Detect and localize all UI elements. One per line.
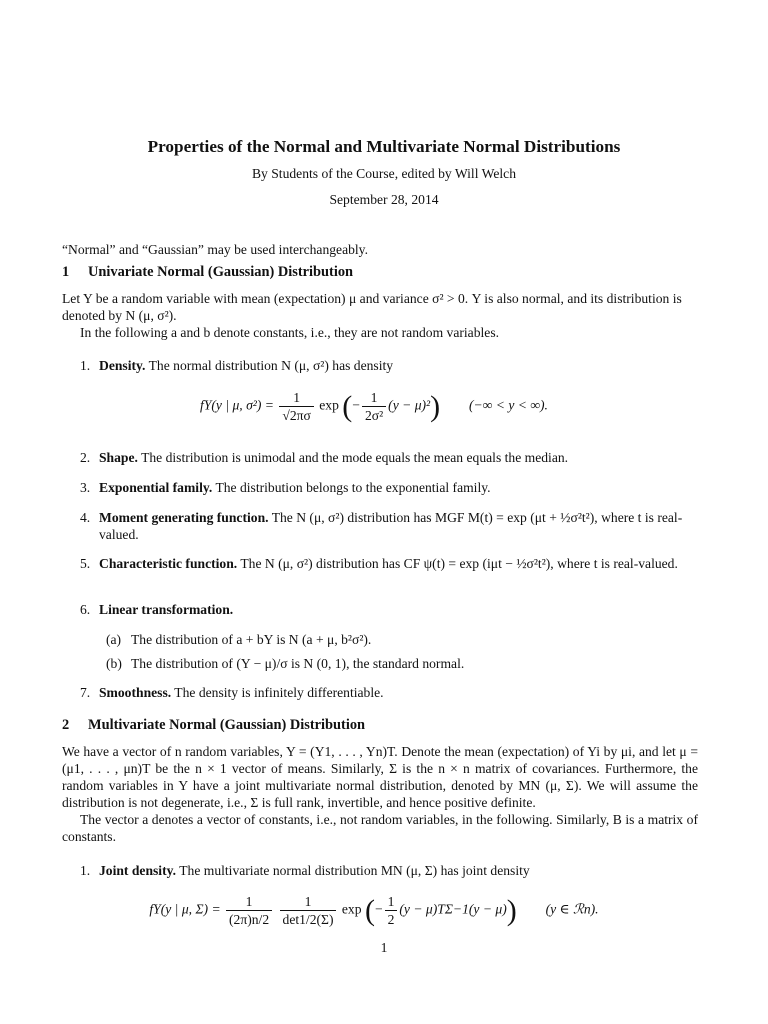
section-number: 2 — [62, 717, 70, 733]
item-heading: Linear transformation. — [99, 602, 234, 617]
section-title: Univariate Normal (Gaussian) Distribution — [88, 264, 354, 280]
section-1-heading — [62, 264, 353, 281]
sub-item-label: (a) — [106, 632, 122, 647]
list-item — [80, 862, 696, 879]
item-text: The normal distribution N (μ, σ²) has density — [148, 358, 394, 373]
sub-list-item — [106, 631, 686, 648]
eq-exp: exp — [319, 397, 339, 413]
item-number: 7. — [80, 685, 91, 700]
eq-range: (y ∈ ℛn). — [545, 901, 599, 917]
eq-fraction: $\frac{1}{√2\pi\sigma}$ — [279, 389, 313, 424]
item-heading: Smoothness. — [99, 685, 172, 700]
eq-fraction: $\frac{1}{\det 1/2(\Sigma)}$ — [280, 893, 337, 928]
eq-tail: (y − μ)TΣ−1(y − μ) — [399, 901, 507, 917]
section-title: Multivariate Normal (Gaussian) Distribution — [88, 717, 366, 733]
eq-exp: exp — [341, 901, 362, 917]
list-item — [80, 357, 696, 374]
intro-paragraph: “Normal” and “Gaussian” may be used interchangeably. — [62, 242, 368, 257]
section-1-paragraph-2: In the following a and b denote constants, i.e., they are not random variables. — [80, 325, 500, 340]
item-number: 1. — [80, 863, 91, 878]
section-2-heading — [62, 717, 365, 734]
joint-density-equation: fY(y | μ, Σ) = $\frac{1}{(2\pi)n/2}$ $\frac{1}{\det 1/2(\Sigma)}$ exp (− $\frac{1}{2}$ (y − μ)TΣ−1(y − μ)) (y ∈ ℛn). — [149, 894, 599, 927]
paper-date: September 28, 2014 — [329, 192, 439, 207]
item-heading: Exponential family. — [99, 480, 213, 495]
list-item — [80, 601, 696, 618]
eq-fraction: $\frac{1}{\text{2σ²}}$ — [362, 389, 386, 424]
item-number: 2. — [80, 450, 91, 465]
page-number: 1 — [380, 940, 388, 955]
list-item — [80, 479, 696, 496]
list-item — [80, 509, 696, 543]
eq-fraction: $\frac{1}{(2\pi)n/2}$ — [226, 893, 272, 928]
item-number: 4. — [80, 510, 91, 525]
item-text: The distribution belongs to the exponential family. — [215, 480, 491, 495]
eq-tail: (y − μ)² — [388, 397, 431, 413]
item-heading: Moment generating function. — [99, 510, 269, 525]
item-text: The multivariate normal distribution MN (μ, Σ) has joint density — [179, 863, 530, 878]
section-2-paragraph-1: We have a vector of n random variables, Y = (Y1, . . . , Yn)T. Denote the mean (expectation) of Yi by μi, and let μ = (μ1, . . . , μn)T be the n × 1 vector of means. Similarly, Σ is the n × n matrix of covariances. Furthermore, the random variables in Y have a joint multivariate normal distribution, denoted by MN (μ, Σ). We will assume the distribution is not degenerate, i.e., Σ is full rank, invertible, and hence positive definite. — [62, 744, 698, 810]
section-number: 1 — [62, 264, 70, 280]
item-text: The distribution is unimodal and the mode equals the mean equals the median. — [141, 450, 569, 465]
sub-item-text: The distribution of a + bY is N (a + μ, b²σ²). — [131, 632, 372, 647]
paper-title: Properties of the Normal and Multivariate Normal Distributions — [147, 137, 621, 156]
item-number: 5. — [80, 556, 91, 571]
item-heading: Density. — [99, 358, 146, 373]
list-item — [80, 555, 696, 572]
item-text: The N (μ, σ²) distribution has MGF M(t) = exp (μt + ½σ²t²), where t is real-valued. — [99, 510, 683, 542]
item-number: 1. — [80, 358, 91, 373]
paper-author: By Students of the Course, edited by Will Welch — [251, 166, 517, 181]
density-equation: fY(y | μ, σ²) = $\frac{1}{√2\pi\sigma}$ exp (− $\frac{1}{\text{2σ²}}$ (y − μ)²) (−∞ < y < ∞). — [200, 390, 548, 423]
list-item — [80, 449, 696, 466]
list-item — [80, 684, 696, 701]
eq-range: (−∞ < y < ∞). — [468, 397, 548, 413]
item-text: The density is infinitely differentiable. — [174, 685, 384, 700]
eq-fraction: $\frac{1}{2}$ — [385, 893, 398, 928]
section-1-paragraph-1: Let Y be a random variable with mean (expectation) μ and variance σ² > 0. Y is also normal, and its distribution is denoted by N (μ, σ²). — [62, 291, 682, 323]
item-heading: Joint density. — [99, 863, 177, 878]
sub-item-label: (b) — [106, 656, 122, 671]
sub-list-item — [106, 655, 686, 672]
item-heading: Shape. — [99, 450, 138, 465]
eq-lhs: fY(y | μ, σ²) = — [200, 397, 274, 413]
sub-item-text: The distribution of (Y − μ)/σ is N (0, 1), the standard normal. — [131, 656, 465, 671]
item-text: The N (μ, σ²) distribution has CF ψ(t) = exp (iμt − ½σ²t²), where t is real-valued. — [240, 556, 678, 571]
item-number: 6. — [80, 602, 91, 617]
section-2-paragraph-2: The vector a denotes a vector of constants, i.e., not random variables, in the following. Similarly, B is a matrix of constants. — [62, 812, 698, 844]
item-heading: Characteristic function. — [99, 556, 238, 571]
eq-lhs: fY(y | μ, Σ) = — [149, 901, 221, 917]
item-number: 3. — [80, 480, 91, 495]
